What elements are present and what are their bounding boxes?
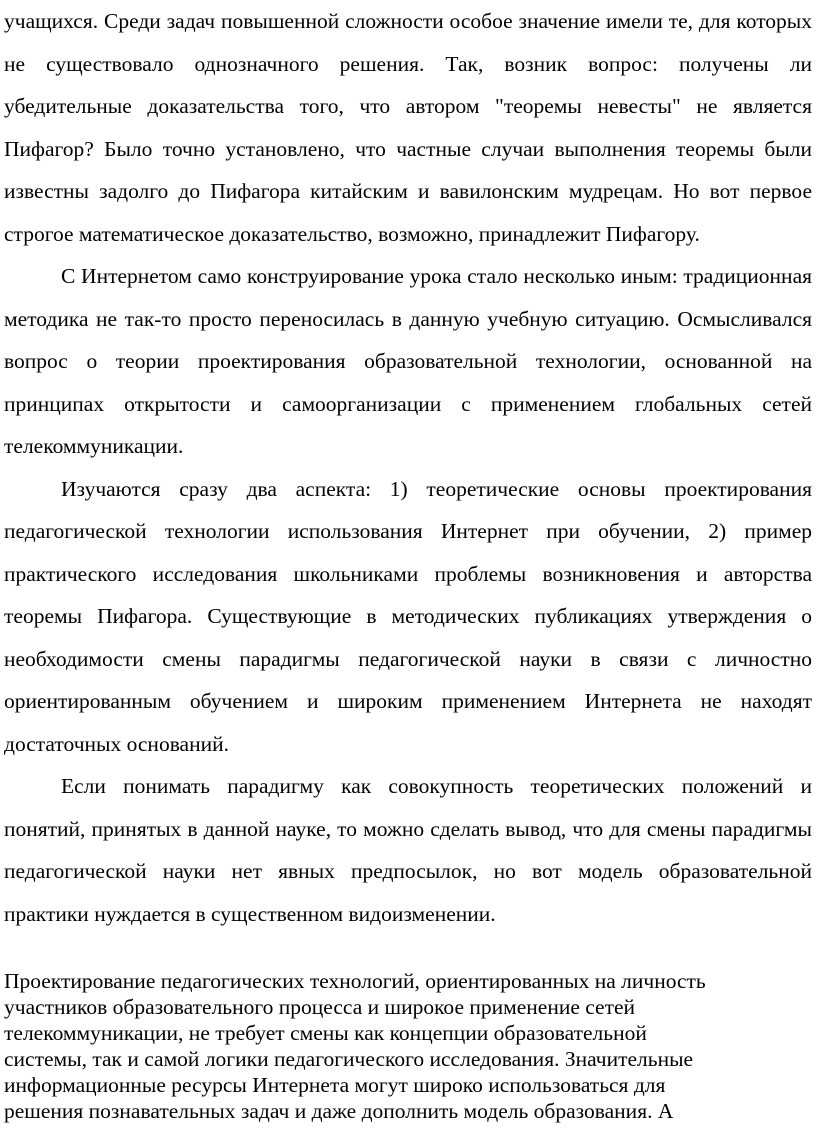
- paragraph-internet-lesson: С Интернетом само конструирование урока стало несколько иным: традиционная методика не так-то просто переносилась в данную учебную ситуацию. Осмысливался вопрос о теории проектирования образовательной технологии, основанной на принципах открытости и самоорганизации с применением глобальных сетей телекоммуникации.: [4, 264, 812, 458]
- document-tail-block: [4, 968, 812, 1124]
- tail-line: информационные ресурсы Интернета могут широко использоваться для: [4, 1073, 666, 1097]
- paragraph-continued: учащихся. Среди задач повышенной сложности особое значение имели те, для которых не существовало однозначного решения. Так, возник вопрос: получены ли убедительные доказательства того, что автором "теоремы невесты" не является Пифагор? Было точно установлено, что частные случаи выполнения теоремы были известны задолго до Пифагора китайским и вавилонским мудрецам. Но вот первое строгое математическое доказательство, возможно, принадлежит Пифагору.: [4, 9, 812, 246]
- document-body: [4, 0, 812, 935]
- paragraph-two-aspects: Изучаются сразу два аспекта: 1) теоретические основы проектирования педагогической технологии использования Интернет при обучении, 2) пример практического исследования школьниками проблемы возникновения и авторства теоремы Пифагора. Существующие в методических публикациях утверждения о необходимости смены парадигмы педагогической науки в связи с личностно ориентированным обучением и широким применением Интернета не находят достаточных оснований.: [4, 476, 812, 756]
- tail-line: Проектирование педагогических технологий, ориентированных на личность: [4, 969, 706, 993]
- tail-line: телекоммуникации, не требует смены как концепции образовательной: [4, 1021, 647, 1045]
- tail-line: решения познавательных задач и даже дополнить модель образования. А: [4, 1099, 674, 1123]
- paragraph-paradigm: Если понимать парадигму как совокупность теоретических положений и понятий, принятых в данной науке, то можно сделать вывод, что для смены парадигмы педагогической науки нет явных предпосылок, но вот модель образовательной практики нуждается в существенном видоизменении.: [4, 774, 812, 926]
- tail-line: системы, так и самой логики педагогического исследования. Значительные: [4, 1047, 694, 1071]
- tail-line: участников образовательного процесса и широкое применение сетей: [4, 995, 636, 1019]
